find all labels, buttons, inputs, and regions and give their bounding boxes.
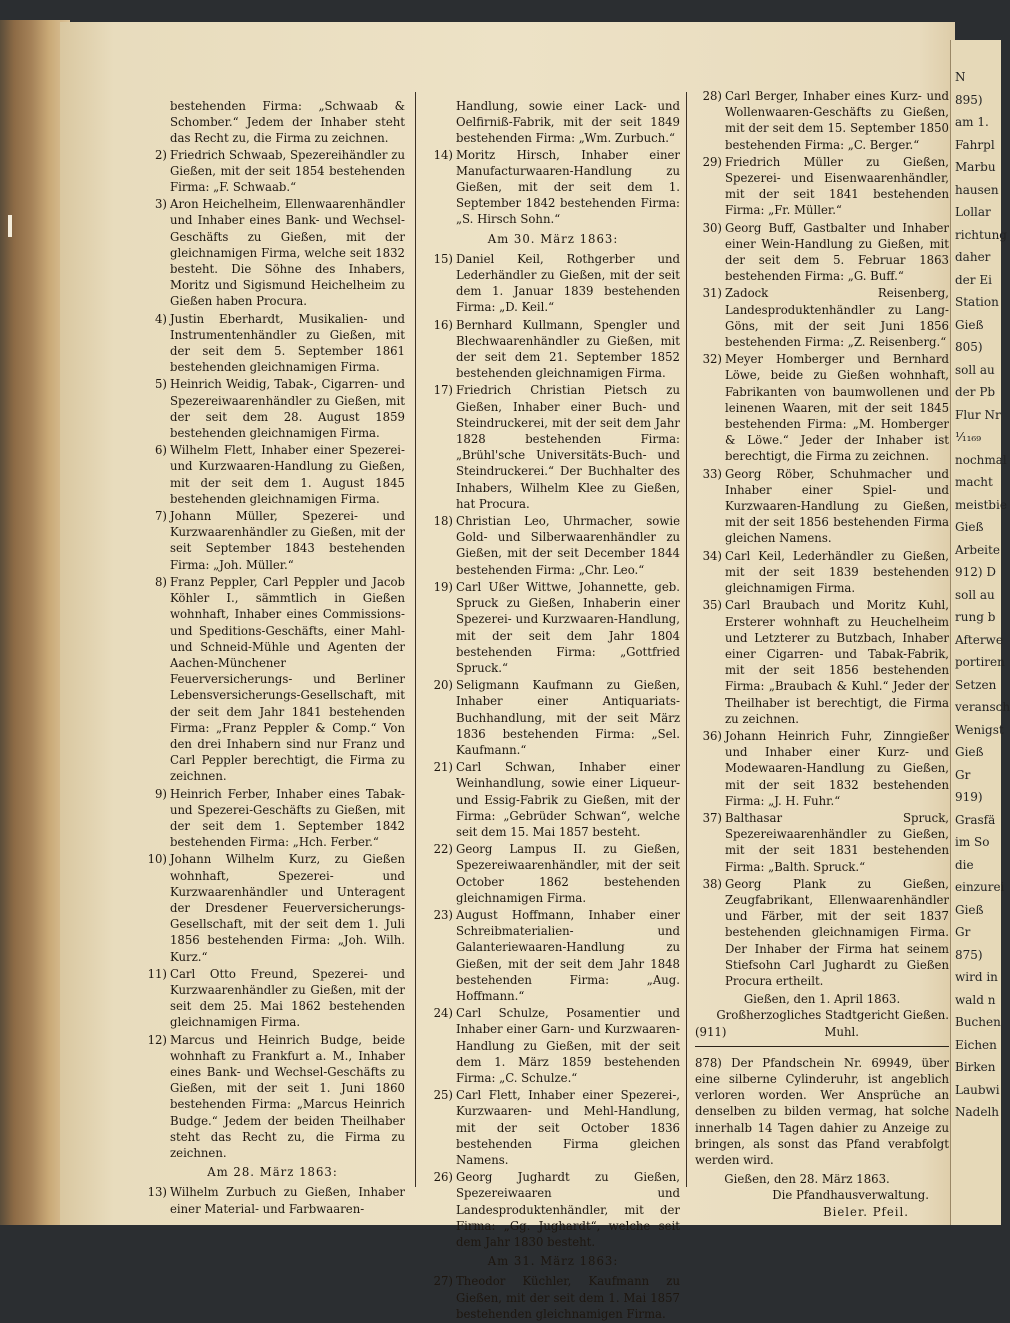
fragment-text: die <box>955 857 974 872</box>
register-entry <box>426 1005 680 1086</box>
fragment-text: meistbie <box>955 497 1007 512</box>
fragment-text: N <box>955 70 966 84</box>
fragment-text: rung b <box>955 610 996 624</box>
fragment-text: Wenigst <box>955 722 1004 737</box>
entry-number: 29) <box>702 154 722 169</box>
entry-text: Marcus und Heinrich Budge, beide wohnhaft zu Frankfurt a. M., Inhaber eines Bank- und Wechsel-Geschäfts zu Gießen, mit der seit 1. Juni 1860 bestehenden Firma: „Marcus Heinrich Budge.“ Jedem der beiden Theilhaber steht das Recht zu, die Firma zu zeichnen. <box>170 1032 405 1160</box>
entry-text: Friedrich Christian Pietsch zu Gießen, Inhaber einer Buch- und Steindruckerei, mit der seit dem Jahr 1828 bestehenden Firma: „Brühl'sche Universitäts-Buch- und Steindruckerei.“ Der Buchhalter des Inhabers, Wilhelm Klee zu Gießen, hat Procura. <box>456 383 680 511</box>
entry-text: Wilhelm Flett, Inhaber einer Spezerei- und Kurzwaaren-Handlung zu Gießen, mit der seit dem 1. August 1845 bestehenden gleichnamigen Firma. <box>170 443 405 506</box>
entry-number: 26) <box>433 1170 453 1185</box>
entry-number: 38) <box>702 876 722 891</box>
entry-list <box>426 251 680 1250</box>
register-entry <box>695 88 949 153</box>
notice-signers: Bieler. Pfeil. <box>823 1204 909 1219</box>
register-entry <box>426 1169 680 1250</box>
reference-number: (911) <box>695 1024 727 1039</box>
register-entry <box>426 841 680 906</box>
fragment-text: Afterwe <box>955 632 1003 647</box>
register-entry <box>140 311 405 376</box>
fragment-text: Gr <box>955 925 971 939</box>
entry-number: 3) <box>155 197 167 212</box>
entry-number: 18) <box>433 514 453 529</box>
entry-number: 9) <box>155 786 167 801</box>
entry-number: 11) <box>147 966 167 981</box>
entry-text: Zadock Reisenberg, Landesproduktenhändler zu Lang-Göns, mit der seit Juni 1856 bestehenden Firma: „Z. Reisenberg.“ <box>725 286 949 350</box>
fragment-text: 875) <box>955 947 983 962</box>
column-3 <box>695 88 949 1220</box>
entry-text: August Hoffmann, Inhaber einer Schreibmaterialien- und Galanteriewaaren-Handlung zu Gießen, mit der seit dem Jahr 1848 bestehenden Firma: „Aug. Hoffmann.“ <box>456 907 680 1003</box>
entry-number: 5) <box>155 377 167 392</box>
entry-list <box>695 88 949 989</box>
entry-list <box>426 147 680 228</box>
fragment-text: einzurei <box>955 880 1005 894</box>
register-entry <box>695 220 949 285</box>
entry-text: Balthasar Spruck, Spezereiwaarenhändler zu Gießen, mit der seit 1831 bestehenden Firma: „Balth. Spruck.“ <box>725 810 949 874</box>
fragment-text: Nadelh <box>955 1105 1000 1119</box>
entry-number: 31) <box>702 286 722 301</box>
entry-text: Theodor Küchler, Kaufmann zu Gießen, mit der seit dem 1. Mai 1857 bestehenden gleichnamigen Firma. <box>456 1274 680 1321</box>
entry-number: 14) <box>433 147 453 162</box>
entry-text: Aron Heichelheim, Ellenwaarenhändler und Inhaber eines Bank- und Wechsel-Geschäfts zu Gießen, mit der gleichnamigen Firma, welche seit 1832 besteht. Die Söhne des Inhabers, Moritz und Sigismund Heichelheim zu Gießen haben Procura. <box>170 197 405 309</box>
register-entry <box>426 907 680 1004</box>
date-heading: Am 31. März 1863: <box>487 1254 619 1269</box>
entry-number: 24) <box>433 1006 453 1021</box>
judge-name: Muhl. <box>824 1024 859 1039</box>
fragment-text: Gieß <box>955 317 984 332</box>
column-1 <box>140 98 405 1218</box>
fragment-text: Marbu <box>955 160 996 174</box>
fragment-text: Lollar <box>955 205 991 219</box>
entry-number: 17) <box>433 383 453 398</box>
entry-text: Wilhelm Zurbuch zu Gießen, Inhaber einer Material- und Farbwaaren- <box>170 1185 405 1216</box>
entry-number: 10) <box>147 852 167 867</box>
register-entry <box>140 574 405 785</box>
entry-text: Carl Braubach und Moritz Kuhl, Ersterer wohnhaft zu Heuchelheim und Letzterer zu Butzbach, Inhaber einer Cigarren- und Tabak-Fabrik, mit der seit 1856 bestehenden Firma: „Braubach & Kuhl.“ Jeder der Theilhaber ist berechtigt, die Firma zu zeichnen. <box>725 598 949 726</box>
entry-number: 30) <box>702 220 722 235</box>
register-entry <box>695 548 949 597</box>
fragment-text: wald n <box>955 992 996 1007</box>
section-divider <box>695 1046 949 1047</box>
entry-number: 23) <box>433 907 453 922</box>
fragment-text: soll au <box>955 362 995 377</box>
entry-list <box>140 147 405 1162</box>
register-entry <box>140 508 405 573</box>
register-entry <box>695 351 949 464</box>
fragment-text: 805) <box>955 340 983 354</box>
fragment-text: Buchen <box>955 1015 1001 1029</box>
fragment-text: veransch <box>955 700 1010 714</box>
register-entry <box>140 851 405 964</box>
entry-number: 36) <box>702 728 722 743</box>
entry-number: 6) <box>155 443 167 458</box>
fragment-text: Gieß <box>955 520 984 534</box>
entry-number: 27) <box>433 1274 453 1289</box>
register-entry <box>695 810 949 875</box>
continued-text: Handlung, sowie einer Lack- und Oelfirniß-Fabrik, mit der seit 1849 bestehenden Firma: „Wm. Zurbuch.“ <box>456 99 680 146</box>
fragment-text: 895) <box>955 92 983 107</box>
register-entry <box>140 966 405 1031</box>
entry-text: Moritz Hirsch, Inhaber einer Manufacturwaaren-Handlung zu Gießen, mit der seit dem 1. September 1842 bestehenden Firma: „S. Hirsch Sohn.“ <box>456 147 680 227</box>
entry-text: Christian Leo, Uhrmacher, sowie Gold- und Silberwaarenhändler zu Gießen, mit der seit December 1844 bestehenden Firma: „Chr. Leo.“ <box>456 514 680 577</box>
entry-number: 8) <box>155 574 167 589</box>
entry-text: Daniel Keil, Rothgerber und Lederhändler zu Gießen, mit der seit dem 1. Januar 1839 bestehenden Firma: „D. Keil.“ <box>456 251 680 315</box>
signature-line <box>695 1024 949 1040</box>
entry-text: Johann Heinrich Fuhr, Zinngießer und Inhaber einer Kurz- und Modewaaren-Handlung zu Gießen, mit der seit 1832 bestehenden Firma: „J. H. Fuhr.“ <box>725 728 949 808</box>
entry-text: Heinrich Weidig, Tabak-, Cigarren- und Spezereiwaarenhändler zu Gießen, mit der seit dem 28. August 1859 bestehenden gleichnamigen Firma. <box>170 377 405 441</box>
fragment-text: Gieß <box>955 902 984 917</box>
register-entry <box>695 466 949 547</box>
entry-text: Seligmann Kaufmann zu Gießen, Inhaber einer Antiquariats-Buchhandlung, mit der seit März 1836 bestehenden Firma: „Sel. Kaufmann.“ <box>456 678 680 757</box>
date-heading: Am 30. März 1863: <box>487 231 619 246</box>
fragment-text: der Ei <box>955 272 992 287</box>
fragment-text: Fahrpl <box>955 137 995 152</box>
entry-number: 35) <box>702 598 722 613</box>
entry-text: Friedrich Schwaab, Spezereihändler zu Gießen, mit der seit 1854 bestehenden Firma: „F. Schwaab.“ <box>170 147 405 195</box>
fragment-text: soll au <box>955 587 995 602</box>
continued-text: bestehenden Firma: „Schwaab & Schomber.“ Jedem der Inhaber steht das Recht zu, die Firma zu zeichnen. <box>170 99 405 146</box>
entry-number: 4) <box>155 311 167 326</box>
notice-date: Gießen, den 28. März 1863. <box>724 1172 890 1187</box>
newspaper-page <box>60 22 955 1321</box>
entry-text: Carl Schulze, Posamentier und Inhaber einer Garn- und Kurzwaaren-Handlung zu Gießen, mit der seit dem 1. März 1859 bestehenden Firma: „C. Schulze.“ <box>456 1006 680 1085</box>
entry-text: Johann Müller, Spezerei- und Kurzwaarenhändler zu Gießen, mit der seit September 1843 bestehenden Firma: „Joh. Müller.“ <box>170 509 405 572</box>
entry-text: Georg Jughardt zu Gießen, Spezereiwaaren und Landesproduktenhändler, mit der Firma: „Gg. Jughardt“, welche seit dem Jahr 1830 besteht. <box>456 1170 680 1250</box>
register-entry <box>140 376 405 441</box>
entry-text: Franz Peppler, Carl Peppler und Jacob Köhler I., sämmtlich in Gießen wohnhaft, Inhaber eines Commissions- und Speditions-Geschäfts, einer Mahl- und Schneid-Mühle und Agenten der Aachen-Münchener Feuerversicherungs- und Berliner Lebensversicherungs-Gesellschaft, mit der seit dem Jahr 1841 bestehenden Firma: „Franz Peppler & Comp.“ Von den drei Inhabern sind nur Franz und Carl Peppler berechtigt, die Firma zu zeichnen. <box>170 574 405 784</box>
entry-text: Johann Wilhelm Kurz, zu Gießen wohnhaft, Spezerei- und Kurzwaarenhändler und Unteragent der Dresdener Feuerversicherungs-Gesellschaft, mit der seit dem 1. Juli 1856 bestehenden Firma: „Joh. Wilh. Kurz.“ <box>170 852 405 964</box>
entry-text: Georg Röber, Schuhmacher und Inhaber einer Spiel- und Kurzwaaren-Handlung zu Gießen, mit der seit 1856 bestehenden Firma gleichen Namens. <box>725 466 949 546</box>
notice-authority: Die Pfandhausverwaltung. <box>772 1188 929 1203</box>
fragment-text: wird in <box>955 970 998 984</box>
fragment-text: Arbeite <box>955 542 1000 557</box>
entry-text: Justin Eberhardt, Musikalien- und Instrumentenhändler zu Gießen, mit der seit dem 5. September 1861 bestehenden gleichnamigen Firma. <box>170 311 405 375</box>
column-divider <box>415 92 416 1187</box>
register-entry <box>426 677 680 758</box>
fragment-text: portiren <box>955 655 1005 669</box>
entry-text: Georg Buff, Gastbalter und Inhaber einer Wein-Handlung zu Gießen, mit der seit dem 5. Februar 1863 bestehenden Firma: „G. Buff.“ <box>725 220 949 284</box>
register-entry <box>426 147 680 228</box>
fragment-text: Gieß <box>955 745 984 759</box>
register-entry <box>426 382 680 512</box>
entry-number: 20) <box>433 678 453 693</box>
entry-number: 28) <box>702 89 722 103</box>
register-entry <box>140 147 405 196</box>
entry-text: Carl Flett, Inhaber einer Spezerei-, Kurzwaaren- und Mehl-Handlung, mit der seit October 1836 bestehenden Firma gleichen Namens. <box>456 1088 680 1167</box>
register-entry <box>140 442 405 507</box>
entry-number: 37) <box>702 810 722 825</box>
register-entry <box>426 1273 680 1322</box>
entry-number: 25) <box>433 1088 453 1103</box>
entry-text: Georg Lampus II. zu Gießen, Spezereiwaarenhändler, mit der seit October 1862 bestehenden gleichnamigen Firma. <box>456 842 680 905</box>
register-entry <box>426 513 680 578</box>
fragment-text: Laubwi <box>955 1082 1000 1097</box>
entry-number: 12) <box>147 1032 167 1047</box>
entry-number: 33) <box>702 466 722 481</box>
fragment-text: im So <box>955 835 990 849</box>
register-entry <box>140 1184 405 1216</box>
fragment-text: Eichen <box>955 1037 997 1052</box>
entry-text: Carl Keil, Lederhändler zu Gießen, mit der seit 1839 bestehenden gleichnamigen Firma. <box>725 548 949 596</box>
column-divider <box>686 92 687 1187</box>
register-entry <box>426 1087 680 1168</box>
entry-number: 2) <box>155 147 167 162</box>
fragment-text: Flur Nr <box>955 407 1001 422</box>
register-entry <box>140 196 405 309</box>
register-entry <box>140 786 405 851</box>
fragment-text: am 1. <box>955 115 989 129</box>
entry-text: Carl Otto Freund, Spezerei- und Kurzwaarenhändler zu Gießen, mit der seit dem 25. Mai 1862 bestehenden gleichnamigen Firma. <box>170 966 405 1030</box>
date-heading: Am 28. März 1863: <box>207 1165 338 1180</box>
fragment-text: richtung <box>955 227 1007 242</box>
column-2 <box>426 98 680 1323</box>
fragment-text: Setzen <box>955 677 997 692</box>
entry-number: 7) <box>155 509 167 524</box>
register-entry <box>426 579 680 676</box>
register-entry <box>426 317 680 382</box>
fragment-text: Birken <box>955 1060 996 1074</box>
fragment-text: Station <box>955 295 999 309</box>
register-entry <box>695 876 949 989</box>
page-mark <box>8 215 12 237</box>
entry-text: Georg Plank zu Gießen, Zeugfabrikant, Ellenwaarenhändler und Färber, mit der seit 1837 bestehenden gleichnamigen Firma. Der Inhaber der Firma hat seinem Stiefsohn Carl Jughardt zu Gießen Procura ertheilt. <box>725 876 949 988</box>
entry-text: Carl Berger, Inhaber eines Kurz- und Wollenwaaren-Geschäfts zu Gießen, mit der seit dem 15. September 1850 bestehenden Firma: „C. Berger.“ <box>725 89 949 152</box>
entry-text: Heinrich Ferber, Inhaber eines Tabak- und Spezerei-Geschäfts zu Gießen, mit der seit dem 1. September 1842 bestehenden Firma: „Hch. Ferber.“ <box>170 786 405 850</box>
entry-text: Carl Schwan, Inhaber einer Weinhandlung, sowie einer Liqueur- und Essig-Fabrik zu Gießen, mit der Firma: „Gebrüder Schwan“, welche seit dem 15. Mai 1857 besteht. <box>456 760 680 839</box>
entry-text: Bernhard Kullmann, Spengler und Blechwaarenhändler zu Gießen, mit der seit dem 21. September 1852 bestehenden gleichnamigen Firma. <box>456 317 680 381</box>
entry-number: 21) <box>433 760 453 775</box>
register-entry <box>695 597 949 727</box>
entry-number: 34) <box>702 548 722 563</box>
entry-text: Friedrich Müller zu Gießen, Spezerei- und Eisenwaarenhändler, mit der seit 1841 bestehenden Firma: „Fr. Müller.“ <box>725 154 949 218</box>
fragment-text: Gr <box>955 767 971 782</box>
entry-list <box>426 1273 680 1322</box>
fragment-text: 912) D <box>955 565 997 579</box>
register-entry <box>426 251 680 316</box>
fragment-text: macht <box>955 475 993 489</box>
place-date: Gießen, den 1. April 1863. <box>743 992 901 1007</box>
entry-number: 32) <box>702 352 722 367</box>
entry-number: 22) <box>433 842 453 857</box>
register-entry <box>695 728 949 809</box>
register-entry <box>695 154 949 219</box>
register-entry <box>426 759 680 840</box>
entry-number: 19) <box>433 579 453 594</box>
fragment-text: hausen <box>955 182 999 197</box>
entry-text: Meyer Homberger und Bernhard Löwe, beide zu Gießen wohnhaft, Fabrikanten von baumwollenen und leinenen Waaren, mit der seit 1845 bestehenden Firma: „M. Homberger & Löwe.“ Jeder der Inhaber ist berechtigt, die Firma zu zeichnen. <box>725 352 949 464</box>
fragment-text: ⅟₁₁₆₉ <box>955 430 982 444</box>
entry-number: 13) <box>147 1185 167 1200</box>
entry-number: 16) <box>433 317 453 332</box>
register-entry <box>140 1032 405 1162</box>
register-entry <box>695 285 949 350</box>
fragment-text: daher <box>955 250 991 264</box>
entry-text: Carl Ußer Wittwe, Johannette, geb. Spruck zu Gießen, Inhaberin einer Spezerei- und Kurzwaaren-Handlung, mit der seit dem Jahr 1804 bestehenden Firma: „Gottfried Spruck.“ <box>456 579 680 675</box>
fragment-text: Grasfä <box>955 812 996 827</box>
fragment-text: nochmal <box>955 452 1007 467</box>
pawn-notice: 878) Der Pfandschein Nr. 69949, über eine silberne Cylinderuhr, ist angeblich verloren worden. Wer Ansprüche an denselben zu bilden vermag, hat solche innerhalb 14 Tagen dahier zu Anzeige zu bringen, als sonst das Pfand verabfolgt werden wird. <box>695 1055 949 1167</box>
fragment-text: der Pb <box>955 385 996 399</box>
fragment-text: 919) <box>955 790 983 804</box>
adjacent-page-fragment <box>950 40 1010 1225</box>
court-name: Großherzogliches Stadtgericht Gießen. <box>716 1008 949 1023</box>
entry-number: 15) <box>433 251 453 266</box>
